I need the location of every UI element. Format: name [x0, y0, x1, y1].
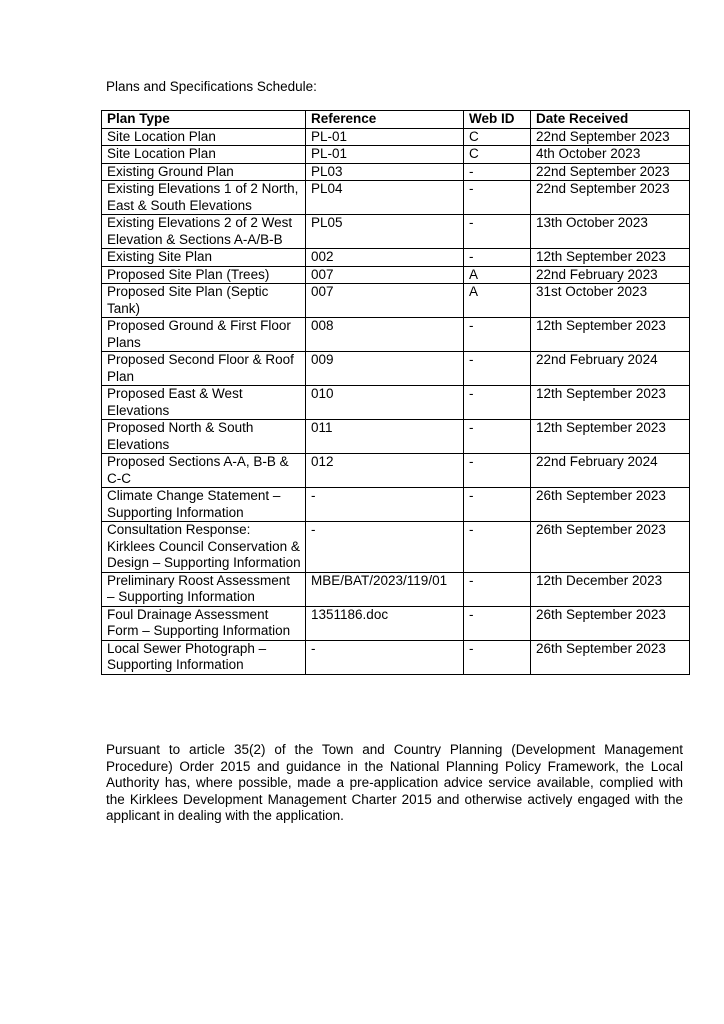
table-header	[102, 111, 690, 129]
cell-plan-type: Proposed Sections A-A, B-B & C-C	[102, 454, 306, 488]
table-row	[102, 284, 690, 318]
table-row	[102, 318, 690, 352]
pursuant-statement-paragraph: Pursuant to article 35(2) of the Town and Country Planning (Development Management Procedure) Order 2015 and guidance in the National Planning Policy Framework, the Local Authority has, where possible, made a pre-application advice service available, complied with the Kirklees Development Management Charter 2015 and otherwise actively engaged with the applicant in dealing with the application.	[106, 742, 683, 824]
cell-date-received: 12th September 2023	[531, 318, 690, 352]
cell-reference: PL-01	[306, 146, 464, 164]
cell-plan-type: Site Location Plan	[102, 128, 306, 146]
cell-web-id: -	[464, 318, 531, 352]
cell-reference: PL05	[306, 215, 464, 249]
header-row	[102, 111, 690, 129]
table-row	[102, 146, 690, 164]
table-row	[102, 454, 690, 488]
table-row	[102, 181, 690, 215]
cell-web-id: -	[464, 181, 531, 215]
cell-date-received: 31st October 2023	[531, 284, 690, 318]
cell-web-id: A	[464, 284, 531, 318]
cell-reference: PL-01	[306, 128, 464, 146]
cell-plan-type: Proposed North & South Elevations	[102, 420, 306, 454]
cell-web-id: C	[464, 146, 531, 164]
cell-date-received: 22nd September 2023	[531, 163, 690, 181]
cell-web-id: -	[464, 163, 531, 181]
cell-plan-type: Proposed East & West Elevations	[102, 386, 306, 420]
table-row	[102, 215, 690, 249]
cell-reference: -	[306, 640, 464, 674]
table-row	[102, 386, 690, 420]
cell-plan-type: Proposed Ground & First Floor Plans	[102, 318, 306, 352]
table-row	[102, 572, 690, 606]
table-row	[102, 606, 690, 640]
table-row	[102, 640, 690, 674]
cell-plan-type: Existing Elevations 2 of 2 West Elevation & Sections A-A/B-B	[102, 215, 306, 249]
cell-reference: 011	[306, 420, 464, 454]
cell-date-received: 26th September 2023	[531, 606, 690, 640]
cell-date-received: 22nd September 2023	[531, 181, 690, 215]
cell-date-received: 12th December 2023	[531, 572, 690, 606]
cell-date-received: 22nd February 2023	[531, 266, 690, 284]
cell-reference: PL04	[306, 181, 464, 215]
cell-date-received: 12th September 2023	[531, 249, 690, 267]
cell-plan-type: Foul Drainage Assessment Form – Supporting Information	[102, 606, 306, 640]
cell-reference: -	[306, 522, 464, 573]
header-date-received: Date Received	[531, 111, 690, 129]
cell-date-received: 22nd September 2023	[531, 128, 690, 146]
cell-web-id: -	[464, 572, 531, 606]
cell-plan-type: Proposed Site Plan (Trees)	[102, 266, 306, 284]
cell-plan-type: Climate Change Statement – Supporting Information	[102, 488, 306, 522]
table-row	[102, 249, 690, 267]
cell-web-id: -	[464, 352, 531, 386]
cell-plan-type: Local Sewer Photograph – Supporting Information	[102, 640, 306, 674]
cell-reference: 009	[306, 352, 464, 386]
cell-reference: MBE/BAT/2023/119/01	[306, 572, 464, 606]
cell-reference: 1351186.doc	[306, 606, 464, 640]
cell-date-received: 22nd February 2024	[531, 454, 690, 488]
cell-plan-type: Existing Ground Plan	[102, 163, 306, 181]
cell-reference: 012	[306, 454, 464, 488]
cell-reference: 007	[306, 284, 464, 318]
cell-date-received: 26th September 2023	[531, 640, 690, 674]
table-row	[102, 163, 690, 181]
cell-plan-type: Proposed Second Floor & Roof Plan	[102, 352, 306, 386]
table-row	[102, 420, 690, 454]
cell-web-id: -	[464, 606, 531, 640]
cell-date-received: 12th September 2023	[531, 420, 690, 454]
cell-date-received: 12th September 2023	[531, 386, 690, 420]
cell-web-id: -	[464, 215, 531, 249]
cell-reference: 008	[306, 318, 464, 352]
header-web-id: Web ID	[464, 111, 531, 129]
cell-reference: -	[306, 488, 464, 522]
cell-web-id: -	[464, 420, 531, 454]
cell-date-received: 22nd February 2024	[531, 352, 690, 386]
cell-date-received: 26th September 2023	[531, 522, 690, 573]
cell-reference: 007	[306, 266, 464, 284]
cell-plan-type: Existing Site Plan	[102, 249, 306, 267]
cell-plan-type: Existing Elevations 1 of 2 North, East & South Elevations	[102, 181, 306, 215]
cell-web-id: -	[464, 640, 531, 674]
cell-plan-type: Preliminary Roost Assessment – Supporting Information	[102, 572, 306, 606]
table-row	[102, 522, 690, 573]
cell-web-id: -	[464, 249, 531, 267]
cell-reference: 002	[306, 249, 464, 267]
cell-date-received: 13th October 2023	[531, 215, 690, 249]
table-row	[102, 352, 690, 386]
cell-web-id: C	[464, 128, 531, 146]
cell-web-id: A	[464, 266, 531, 284]
table-row	[102, 128, 690, 146]
cell-web-id: -	[464, 454, 531, 488]
header-plan-type: Plan Type	[102, 111, 306, 129]
table-row	[102, 488, 690, 522]
cell-web-id: -	[464, 488, 531, 522]
cell-date-received: 4th October 2023	[531, 146, 690, 164]
table-row	[102, 266, 690, 284]
cell-web-id: -	[464, 386, 531, 420]
schedule-heading: Plans and Specifications Schedule:	[106, 79, 317, 94]
cell-reference: 010	[306, 386, 464, 420]
plans-schedule-table	[101, 110, 690, 675]
cell-date-received: 26th September 2023	[531, 488, 690, 522]
table-body	[102, 128, 690, 674]
cell-web-id: -	[464, 522, 531, 573]
cell-plan-type: Consultation Response: Kirklees Council Conservation & Design – Supporting Information	[102, 522, 306, 573]
cell-plan-type: Proposed Site Plan (Septic Tank)	[102, 284, 306, 318]
cell-plan-type: Site Location Plan	[102, 146, 306, 164]
header-reference: Reference	[306, 111, 464, 129]
cell-reference: PL03	[306, 163, 464, 181]
